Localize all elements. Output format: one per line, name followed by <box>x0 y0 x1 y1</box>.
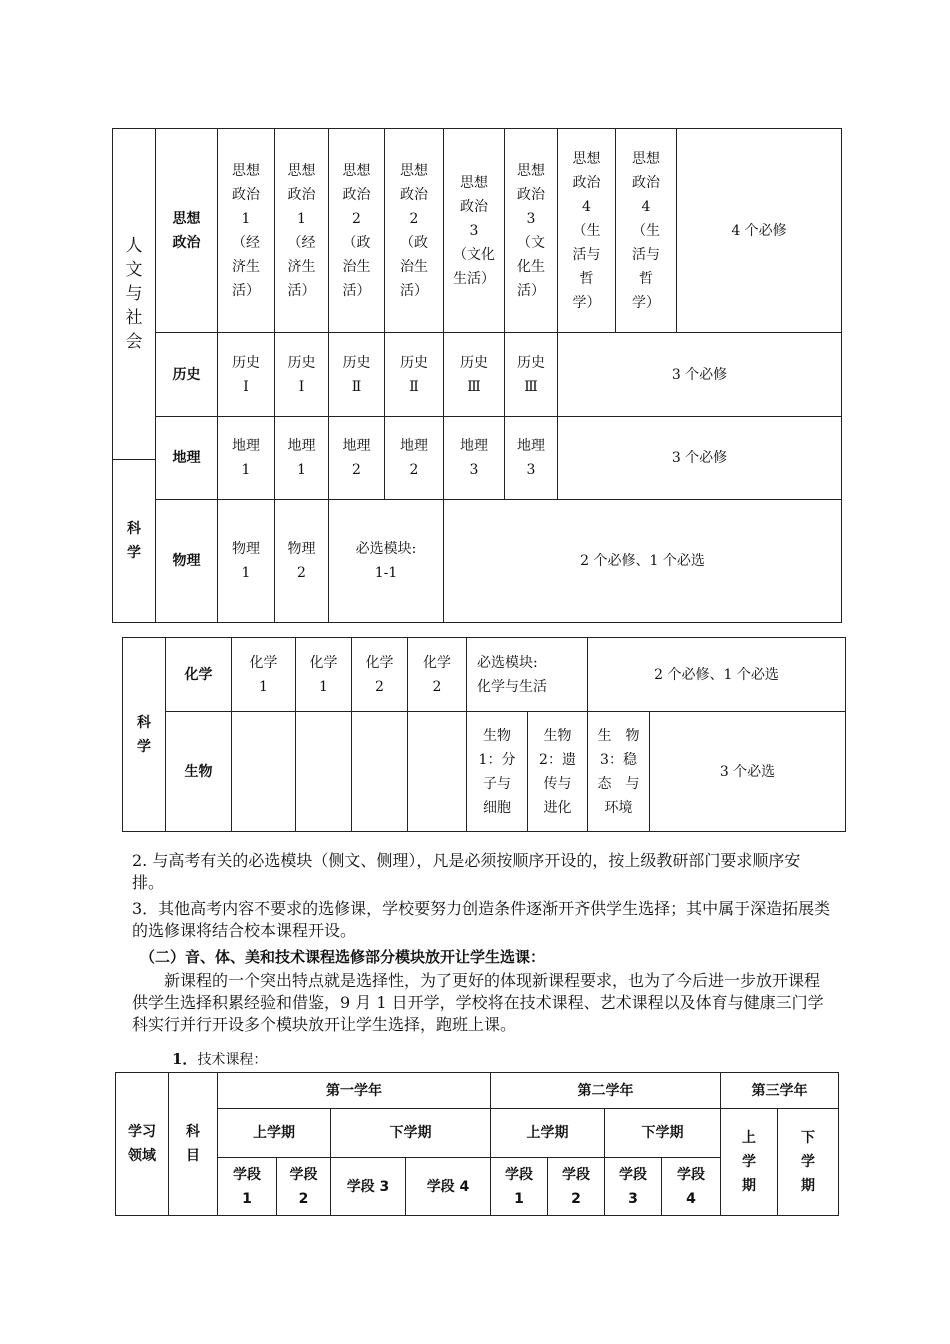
geography-requirement: 3 个必修 <box>557 416 842 500</box>
history-module: 历史 Ⅲ <box>504 332 558 417</box>
geography-module: 地理 2 <box>328 416 385 500</box>
history-module: 历史 Ⅰ <box>274 332 329 417</box>
history-module: 历史 Ⅱ <box>328 332 385 417</box>
chemistry-elective-module: 必选模块: 化学与生活 <box>466 637 588 712</box>
subject-history: 历史 <box>155 332 218 417</box>
geography-module: 地理 3 <box>443 416 505 500</box>
physics-requirement: 2 个必修、1 个必选 <box>443 499 842 623</box>
history-module: 历史 Ⅱ <box>384 332 444 417</box>
politics-requirement: 4 个必修 <box>676 128 842 333</box>
chemistry-module: 化学 1 <box>231 637 296 712</box>
biology-requirement: 3 个必选 <box>649 711 846 832</box>
politics-module: 思想 政治 2 （政 治生 活） <box>384 128 444 333</box>
group-science: 科 学 <box>112 459 156 623</box>
history-module: 历史 Ⅰ <box>217 332 275 417</box>
politics-module: 思想 政治 2 （政 治生 活） <box>328 128 385 333</box>
subject-geography: 地理 <box>155 416 218 500</box>
subject-chemistry: 化学 <box>165 637 232 712</box>
biology-empty-cell <box>231 711 296 832</box>
politics-module: 思想 政治 1 （经 济生 活） <box>274 128 329 333</box>
paragraph-2: 2. 与高考有关的必选模块（侧文、侧理），凡是必须按顺序开设的，按上级教研部门要求顺序安排。 <box>132 851 801 892</box>
group-humanities: 人 文 与 社 会 <box>112 128 156 460</box>
biology-module: 生 物 3：稳 态 与 环境 <box>587 711 650 832</box>
biology-module: 生物 1：分 子与 细胞 <box>466 711 528 832</box>
physics-module: 物理 1 <box>217 499 275 623</box>
header-period: 学段 2 <box>547 1157 605 1216</box>
header-period: 学段 1 <box>217 1157 277 1216</box>
geography-module: 地理 2 <box>384 416 444 500</box>
header-year-2: 第二学年 <box>490 1072 721 1109</box>
group-science-2: 科 学 <box>122 637 166 832</box>
list-item-text: 技术课程： <box>197 1052 268 1068</box>
politics-module: 思想 政治 1 （经 济生 活） <box>217 128 275 333</box>
header-y2-sem1: 上学期 <box>490 1108 605 1158</box>
geography-module: 地理 3 <box>504 416 558 500</box>
header-subject: 科 目 <box>168 1072 218 1216</box>
chemistry-requirement: 2 个必修、1 个必选 <box>587 637 846 712</box>
header-period: 学段 4 <box>661 1157 721 1216</box>
geography-module: 地理 1 <box>274 416 329 500</box>
biology-empty-cell <box>407 711 467 832</box>
header-year-3: 第三学年 <box>720 1072 839 1109</box>
physics-module: 物理 2 <box>274 499 329 623</box>
history-module: 历史 Ⅲ <box>443 332 505 417</box>
header-y2-sem2: 下学期 <box>604 1108 721 1158</box>
chemistry-module: 化学 2 <box>407 637 467 712</box>
politics-module: 思想 政治 4 （生 活与 哲 学） <box>557 128 616 333</box>
subject-politics: 思想 政治 <box>155 128 218 333</box>
history-requirement: 3 个必修 <box>557 332 842 417</box>
paragraph-3: 3．其他高考内容不要求的选修课，学校要努力创造条件逐渐开齐供学生选择；其中属于深造拓展类的选修课将结合校本课程开设。 <box>132 899 831 940</box>
header-year-1: 第一学年 <box>217 1072 491 1109</box>
chemistry-module: 化学 1 <box>295 637 352 712</box>
chemistry-module: 化学 2 <box>351 637 408 712</box>
header-period: 学段 2 <box>276 1157 331 1216</box>
header-period: 学段 1 <box>490 1157 548 1216</box>
body-paragraph: 新课程的一个突出特点就是选择性，为了更好的体现新课程要求，也为了今后进一步放开课程供学生选择积累经验和借鉴，9 月 1 日开学，学校将在技术课程、艺术课程以及体育与健康三门学科实行并行开设多个模块放开让学生选择，跑班上课。 <box>132 971 824 1034</box>
section-heading: （二）音、体、美和技术课程选修部分模块放开让学生选课： <box>140 948 546 966</box>
biology-empty-cell <box>351 711 408 832</box>
biology-module: 生物 2：遗 传与 进化 <box>527 711 588 832</box>
header-period: 学段 3 <box>604 1157 662 1216</box>
politics-module: 思想 政治 4 （生 活与 哲 学） <box>615 128 677 333</box>
politics-module: 思想 政治 3 （文 化生 活） <box>504 128 558 333</box>
geography-module: 地理 1 <box>217 416 275 500</box>
header-period: 学段 3 <box>330 1157 406 1216</box>
header-period: 学段 4 <box>405 1157 491 1216</box>
header-y3-sem2: 下 学 期 <box>777 1108 839 1216</box>
list-item-number: 1． <box>172 1050 198 1068</box>
subject-biology: 生物 <box>165 711 232 832</box>
physics-elective-module: 必选模块: 1-1 <box>328 499 444 623</box>
list-item-technology <box>172 1048 267 1071</box>
biology-empty-cell <box>295 711 352 832</box>
header-y3-sem1: 上 学 期 <box>720 1108 778 1216</box>
header-y1-sem1: 上学期 <box>217 1108 331 1158</box>
header-learning-area: 学习 领域 <box>115 1072 169 1216</box>
header-y1-sem2: 下学期 <box>330 1108 491 1158</box>
politics-module: 思想 政治 3 （文化 生活） <box>443 128 505 333</box>
subject-physics: 物理 <box>155 499 218 623</box>
